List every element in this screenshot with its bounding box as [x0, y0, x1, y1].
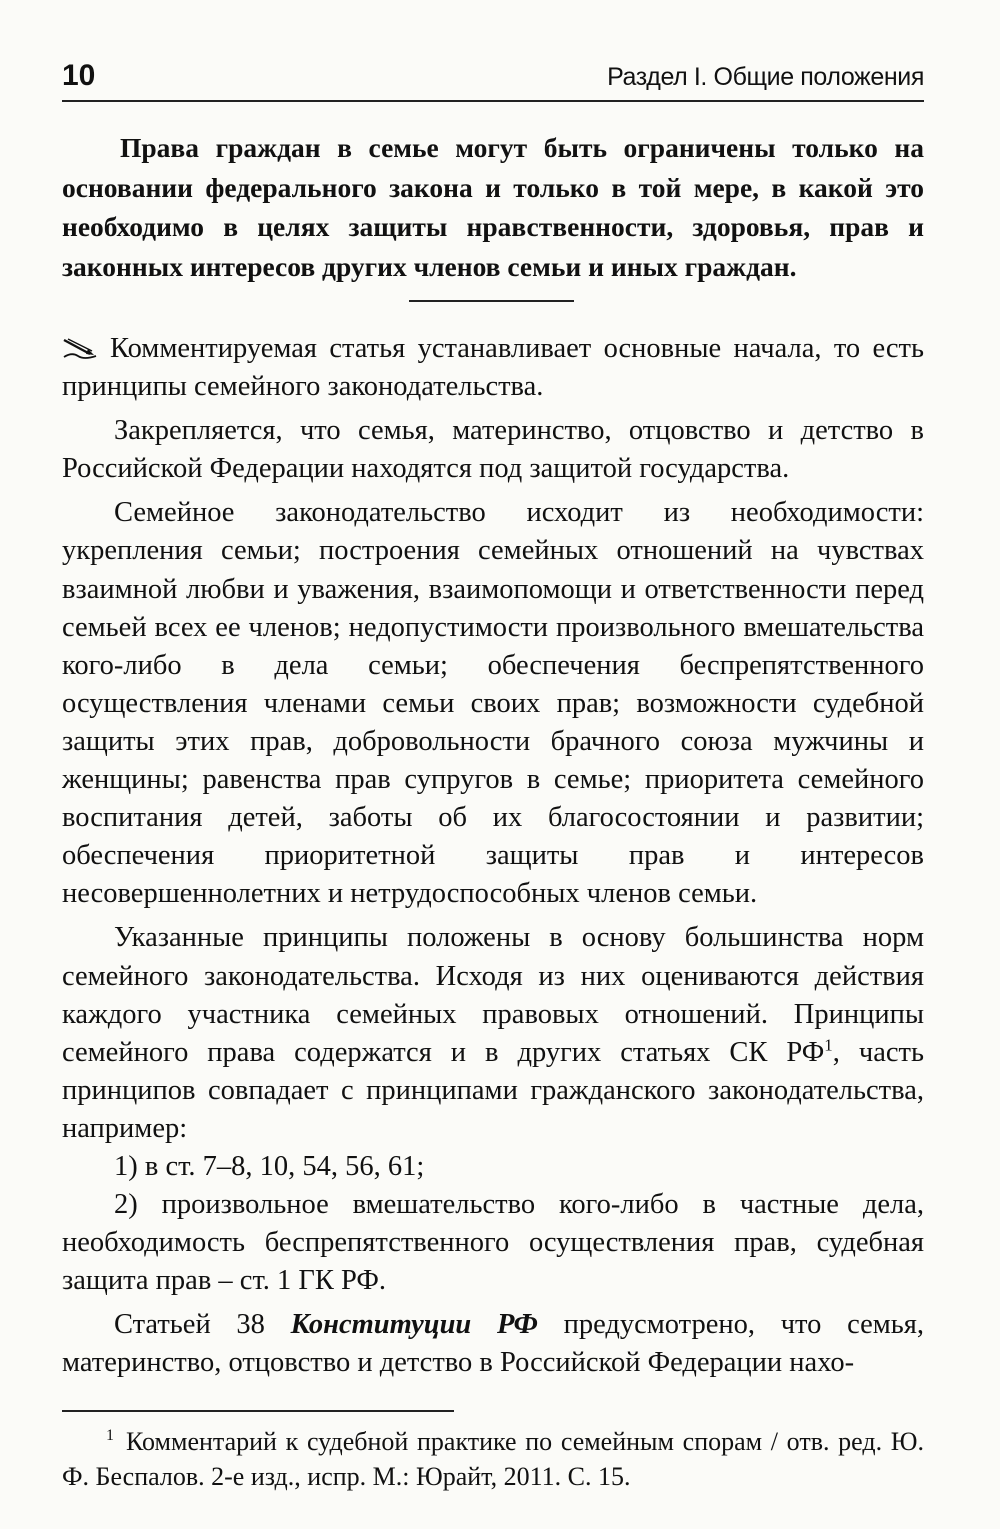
pen-writing-icon	[62, 337, 98, 359]
page-header	[62, 58, 924, 98]
list-item: 2) произвольное вмешательство кого-либо в частные дела, необходимость беспрепятственного осуществления прав, судебная защита прав – ст. 1 ГК РФ.	[62, 1189, 924, 1297]
footnote-text: Комментарий к судебной практике по семейным спорам / отв. ред. Ю. Ф. Беспалов. 2-е изд., испр. М.: Юрайт, 2011. С. 15.	[62, 1427, 924, 1491]
paragraph-norms-text-2: , часть принципов совпадает с принципами гражданского законодательства, например:	[62, 1036, 924, 1144]
header-rule	[62, 100, 924, 102]
footnote-rule	[62, 1410, 454, 1412]
paragraph-constitution-text-2: предусмотрено, что семья, материнство, отцовство и детство в Российской Федерации нахо-	[62, 1309, 925, 1379]
commentary-intro-paragraph	[62, 330, 924, 406]
article-text: Права граждан в семье могут быть ограничены только на основании федерального закона и только в той мере, в какой это необходимо в целях защиты нравственности, здоровья, прав и законных интересов других членов семьи и иных граждан.	[62, 132, 924, 282]
running-head: Раздел I. Общие положения	[607, 63, 924, 91]
constitution-emphasis: Конституции РФ	[290, 1309, 538, 1341]
footnote	[62, 1424, 924, 1494]
paragraph-norms-text-1: Указанные принципы положены в основу большинства норм семейного законодательства. Исходя из них оцениваются действия каждого участника семейных правовых отношений. Принципы семейного права содержатся и в других статьях СК РФ	[62, 922, 924, 1068]
page-number: 10	[62, 59, 96, 92]
commentary	[62, 330, 924, 1383]
footnote-mark: 1	[106, 1427, 114, 1445]
section-separator	[409, 300, 574, 302]
paragraph-constitution-text-1: Статьей 38	[114, 1309, 291, 1341]
paragraph-constitution	[62, 1306, 924, 1382]
paragraph-norms	[62, 919, 924, 1148]
list-item: 1) в ст. 7–8, 10, 54, 56, 61;	[114, 1150, 425, 1182]
document-page	[62, 0, 924, 1529]
footnote-reference[interactable]: 1	[824, 1035, 833, 1055]
paragraph-principles: Семейное законодательство исходит из необходимости: укрепления семьи; построения семейных отношений на чувствах взаимной любви и уважения, взаимопомощи и ответственности перед семьей всех ее членов; недопустимости произвольного вмешательства кого-либо в дела семьи; обеспечения беспрепятственного осуществления членами семьи своих прав; возможности судебной защиты этих прав, добровольности брачного союза мужчины и женщины; равенства прав супругов в семье; приоритета семейного воспитания детей, заботы об их благосостоянии и развитии; обеспечения приоритетной защиты прав и интересов несовершеннолетних и нетрудоспособных членов семьи.	[62, 497, 924, 910]
paragraph-protection: Закрепляется, что семья, материнство, отцовство и детство в Российской Федерации находятся под защитой государства.	[62, 415, 924, 485]
commentary-intro-text: Комментируемая статья устанавливает основные начала, то есть принципы семейного законодательства.	[62, 333, 924, 403]
